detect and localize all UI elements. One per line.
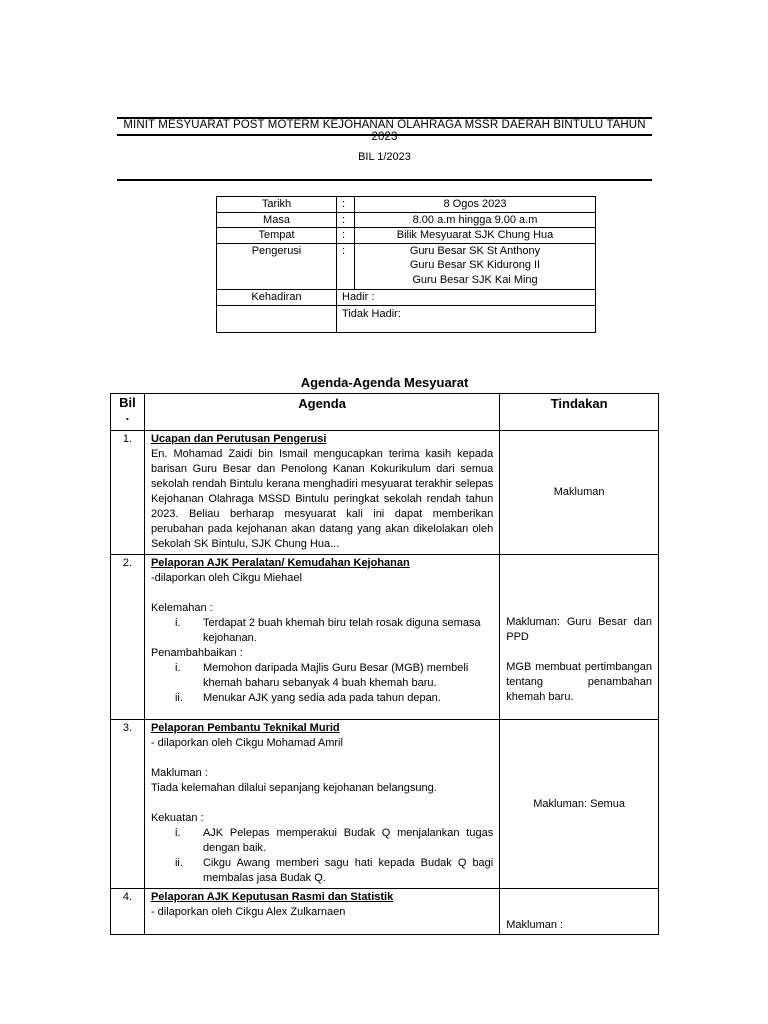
list-item	[151, 661, 493, 691]
agenda-row-1	[111, 431, 659, 555]
document-number: BIL 1/2023	[358, 151, 411, 163]
header-tindakan: Tindakan	[500, 394, 659, 431]
list-item	[151, 856, 493, 886]
makluman-label: Makluman :	[150, 767, 208, 779]
header-bottom-rule	[117, 179, 652, 181]
meeting-info-table	[216, 196, 596, 333]
agenda-table	[110, 393, 659, 935]
action-line: MGB membuat pertimbangan tentang penambahan khemah baru.	[506, 661, 652, 703]
info-row-pengerusi	[217, 243, 596, 290]
list-text: Memohon daripada Majlis Guru Besar (MGB) membeli khemah baharu sebanyak 4 buah khemah baru.	[202, 662, 469, 689]
info-colon: :	[337, 228, 355, 244]
info-label: Masa	[217, 212, 337, 228]
list-numeral: ii.	[174, 857, 183, 869]
info-value: 8.00 a.m hingga 9.00 a.m	[355, 212, 596, 228]
info-label: Tempat	[217, 228, 337, 244]
list-numeral: ii.	[174, 692, 183, 704]
spacer	[151, 751, 493, 766]
info-value-list	[355, 243, 596, 290]
document-title: MINIT MESYUARAT POST MOTERM KEJOHANAN OLAHRAGA MSSR DAERAH BINTULU TAHUN 2023	[123, 119, 646, 143]
info-row-tempat	[217, 228, 596, 244]
spacer	[506, 645, 652, 660]
spacer	[151, 796, 493, 811]
info-colon: :	[337, 243, 355, 290]
info-label: Tarikh	[217, 197, 337, 213]
pengerusi-name: Guru Besar SJK Kai Ming	[412, 273, 538, 286]
spacer	[151, 586, 493, 601]
agenda-row-3	[111, 720, 659, 889]
list-numeral: i.	[174, 662, 181, 674]
agenda-row-4	[111, 889, 659, 935]
agenda-content	[144, 431, 499, 555]
list-item	[151, 616, 493, 646]
info-value: 8 Ogos 2023	[355, 197, 596, 213]
agenda-heading: Agenda-Agenda Mesyuarat	[300, 375, 469, 390]
hadir-label: Hadir :	[337, 290, 596, 306]
agenda-number: 4.	[111, 889, 145, 935]
list-text: Terdapat 2 buah khemah biru telah rosak diguna semasa kejohanan.	[202, 617, 481, 644]
info-colon: :	[337, 197, 355, 213]
pengerusi-name: Guru Besar SK St Anthony	[409, 244, 541, 257]
list-item	[151, 826, 493, 856]
agenda-reporter: - dilaporkan oleh Cikgu Mohamad Amril	[150, 737, 343, 749]
agenda-item-title: Pelaporan Pembantu Teknikal Murid	[150, 722, 340, 734]
title-underline	[117, 134, 652, 136]
header-bil	[111, 394, 145, 431]
tidak-hadir-label: Tidak Hadir:	[337, 305, 596, 332]
agenda-reporter: - dilaporkan oleh Cikgu Alex Zulkarnaen	[150, 906, 346, 918]
action-line: Makluman: Guru Besar dan PPD	[506, 616, 652, 643]
info-label: Kehadiran	[217, 290, 337, 306]
kekuatan-label: Kekuatan :	[150, 812, 204, 824]
list-text: AJK Pelepas memperakui Budak Q menjalankan tugas dengan baik.	[202, 827, 494, 854]
penambahbaikan-label: Penambahbaikan :	[150, 647, 243, 659]
agenda-reporter: -dilaporkan oleh Cikgu Miehael	[150, 572, 302, 584]
kelemahan-label: Kelemahan :	[150, 602, 213, 614]
agenda-item-title: Ucapan dan Perutusan Pengerusi	[150, 433, 327, 445]
agenda-content	[144, 555, 499, 720]
info-row-tidak-hadir	[217, 305, 596, 332]
list-numeral: i.	[174, 827, 181, 839]
agenda-content	[144, 720, 499, 889]
info-value: Bilik Mesyuarat SJK Chung Hua	[355, 228, 596, 244]
agenda-number: 3.	[111, 720, 145, 889]
agenda-row-2	[111, 555, 659, 720]
agenda-content	[144, 889, 499, 935]
agenda-action: Makluman :	[500, 889, 659, 935]
makluman-text: Tiada kelemahan dilalui sepanjang kejohanan belangsung.	[150, 782, 437, 794]
agenda-item-title: Pelaporan AJK Keputusan Rasmi dan Statistik	[150, 891, 394, 903]
agenda-action: Makluman: Semua	[500, 720, 659, 889]
info-row-kehadiran	[217, 290, 596, 306]
list-item	[151, 691, 493, 706]
info-row-tarikh	[217, 197, 596, 213]
header-bil-dot: .	[125, 408, 130, 423]
agenda-number: 1.	[111, 431, 145, 555]
agenda-number: 2.	[111, 555, 145, 720]
list-text: Menukar AJK yang sedia ada pada tahun depan.	[202, 692, 441, 704]
agenda-item-body: En. Mohamad Zaidi bin Ismail mengucapkan terima kasih kepada barisan Guru Besar dan Penolong Kanan Kokurikulum dari semua sekolah rendah Bintulu kerana menghadiri mesyuarat terakhir selepas Kejohanan Olahraga MSSD Bintulu peringkat sekolah rendah tahun 2023. Beliau berharap mesyuarat kali ini dapat memberikan perubahan pada kejohanan akan datang yang akan dikelolakan oleh Sekolah SK Bintulu, SJK Chung Hua...	[150, 448, 494, 550]
list-numeral: i.	[174, 617, 181, 629]
info-empty-cell	[217, 305, 337, 332]
info-label: Pengerusi	[217, 243, 337, 290]
agenda-action: Makluman	[500, 431, 659, 555]
pengerusi-name: Guru Besar SK Kidurong II	[409, 259, 541, 271]
list-text: Cikgu Awang memberi sagu hati kepada Budak Q bagi membalas jasa Budak Q.	[202, 857, 494, 884]
info-colon: :	[337, 212, 355, 228]
header-bil-label: Bil	[119, 395, 136, 410]
header-agenda: Agenda	[144, 394, 499, 431]
agenda-action	[500, 555, 659, 720]
info-row-masa	[217, 212, 596, 228]
agenda-item-title: Pelaporan AJK Peralatan/ Kemudahan Kejohanan	[150, 557, 410, 569]
agenda-header-row	[111, 394, 659, 431]
